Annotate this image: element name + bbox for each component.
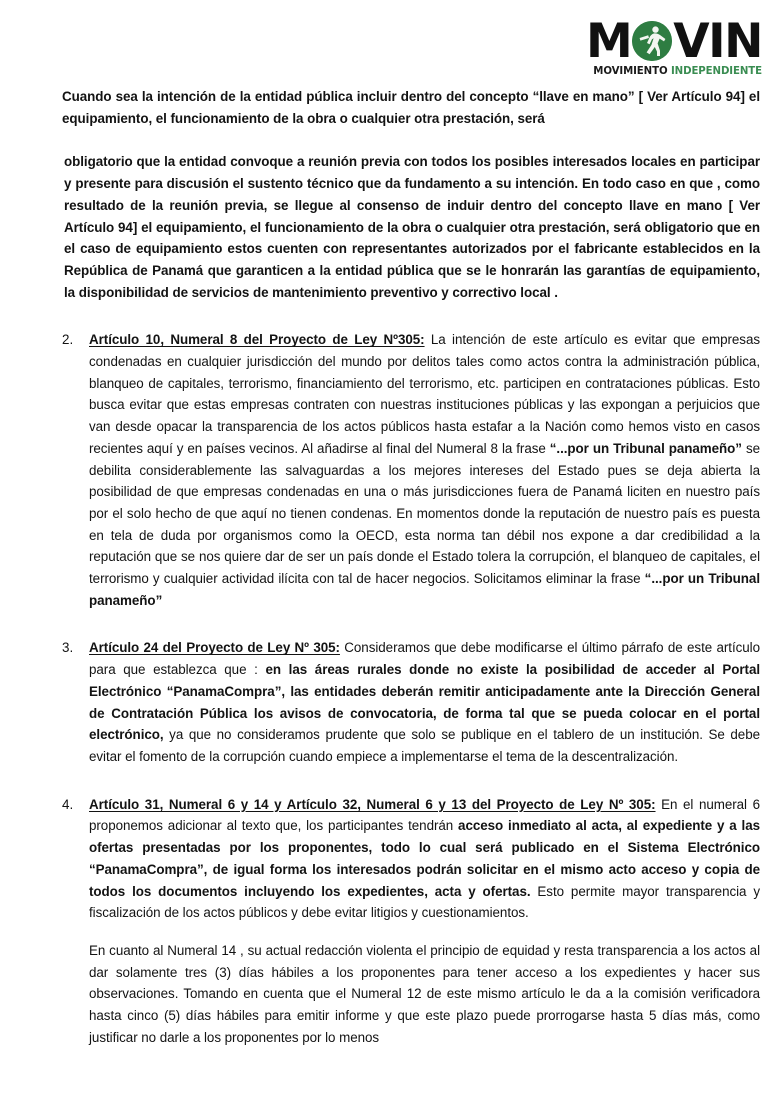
list-item-heading: Artículo 10, Numeral 8 del Proyecto de Ley Nº305:: [89, 332, 425, 348]
spacer: [62, 768, 760, 794]
list-item-text-b: ya que no consideramos prudente que solo se publique en el tablero de un institución. Se debe evitar el fomento de la corrupción cuando empiece a implementarse el tema de la descentralización.: [89, 727, 760, 764]
list-item-number: 4.: [62, 796, 74, 812]
list-item-text-b: Esto permite mayor transparencia y fiscalización de los actos públicos y debe evitar litigios y cuestionamientos.: [89, 883, 760, 921]
document-body: [62, 86, 760, 1048]
logo-tagline-independiente: INDEPENDIENTE: [670, 66, 762, 77]
list-item-text-a: En el numeral 6 proponemos adicionar al texto que, los participantes tendrán: [89, 796, 760, 834]
list-item-text-b: se debilita considerablemente las salvaguardas a los mejores intereses del Estado pues se deja abierta la posibilidad de que empresas condenadas en una o más jurisdicciones fuera de Panamá liciten en nuestro país por el solo hecho de que aquí no tienen condenas. En momentos donde la reputación de nuestro país es puesta en tela de duda por organismos como la OECD, esta norma tan débil nos expone a dar credibilidad a la reputación que se nos quiere dar de ser un país donde el Estado tolera la corrupción, el blanqueo de capitales, el terrorismo y cualquier actividad ilícita con tal de hacer negocios. Solicitamos eliminar la frase: [89, 440, 760, 587]
logo-letter-m: M: [586, 13, 632, 69]
list-item-paragraph: [89, 794, 760, 924]
body-paragraph: obligatorio que la entidad convoque a reunión previa con todos los posibles interesados locales en participar y presente para discusión el sustento técnico que da fundamento a su intención. En todo caso en que , como resultado de la reunión previa, se llegue al consenso de induir dentro del concepto llave en mano [ Ver Artículo 94] el equipamiento, el funcionamiento de la obra o cualquier otra prestación, será obligatorio que en el caso de equipamiento estos cuenten con representantes autorizados por el fabricante establecidos en la República de Panamá que garanticen a la entidad pública que se le honrarán las garantías de equipamiento, la disponibilidad de servicios de mantenimiento preventivo y correctivo local .: [64, 154, 760, 300]
list-item-paragraph: [89, 329, 760, 611]
list-item-heading: Artículo 24 del Proyecto de Ley Nº 305:: [89, 640, 340, 656]
list-item: [62, 329, 760, 611]
list-item: [62, 794, 760, 1049]
list-item-paragraph: [89, 637, 760, 767]
list-item: [62, 637, 760, 767]
continuation-paragraph: Cuando sea la intención de la entidad pública incluir dentro del concepto “llave en mano” [ Ver Artículo 94] el equipamiento, el funcionamiento de la obra o cualquier otra prestación, será: [62, 89, 760, 126]
quoted-phrase-b: “...por un Tribunal panameño”: [89, 571, 761, 608]
logo-tagline: [572, 66, 762, 77]
list-item-paragraph-2: En cuanto al Numeral 14 , su actual redacción violenta el principio de equidad y resta transparencia a los actos al dar solamente tres (3) días hábiles a los proponentes para tener acceso a los expedientes y hacer sus observaciones. Tomando en cuenta que el Numeral 12 de este mismo artículo le da a la comisión verificadora hasta cinco (5) días hábiles para emitir informe y que este plazo puede prorrogarse hasta 5 días más, como justificar no darle a los proponentes por lo menos: [89, 942, 760, 1045]
list-item-body: [89, 329, 760, 611]
list-item-text-a: Consideramos que debe modificarse el último párrafo de este artículo para que establezca que :: [89, 640, 760, 678]
list-item-text-a: La intención de este artículo es evitar que empresas condenadas en cualquier jurisdicción del mundo por delitos tales como actos contra la administración pública, blanqueo de capitales, terrorismo, financiamiento del terrorismo, etc. participen en contrataciones públicas. Esto busca evitar que estas empresas contraten con nuestras instituciones públicas y las expongan a perjuicios que van desde opacar la transparencia de los actos públicos hasta estafar a la Nación como hemos visto en casos recientes aquí y en países vecinos. Al añadirse al final del Numeral 8 la frase: [89, 332, 760, 456]
logo-letters-vin: VIN: [673, 13, 762, 69]
spacer: [62, 129, 760, 151]
running-person-icon: [632, 21, 672, 61]
quoted-phrase-a: “...por un Tribunal panameño”: [549, 440, 742, 456]
logo-tagline-movimiento: MOVIMIENTO: [593, 66, 668, 77]
logo-wordmark: [572, 13, 762, 69]
list-item-body: [89, 637, 760, 767]
movin-logo: [572, 13, 762, 77]
spacer: [62, 611, 760, 637]
list-item-number: 2.: [62, 332, 74, 348]
list-item-bold-a: en las áreas rurales donde no existe la posibilidad de acceder al Portal Electrónico “PanamaCompra”, las entidades deberán remitir anticipadamente ante la Dirección General de Contratación Pública los avisos de convocatoria, de forma tal que se pueda colocar en el portal electrónico,: [89, 662, 761, 743]
list-item-body: [89, 794, 760, 1049]
list-item-number: 3.: [62, 640, 74, 656]
list-item-bold-a: acceso inmediato al acta, al expediente y a las ofertas presentadas por los proponentes, todo lo cual será publicado en el Sistema Electrónico “PanamaCompra”, de igual forma los interesados podrán solicitar en el mismo acto acceso y copia de todos los documentos incluyendo los expedientes, acta y ofertas.: [89, 818, 761, 899]
list-item-heading: Artículo 31, Numeral 6 y 14 y Artículo 32, Numeral 6 y 13 del Proyecto de Ley Nº 305:: [89, 796, 656, 812]
spacer: [62, 303, 760, 329]
